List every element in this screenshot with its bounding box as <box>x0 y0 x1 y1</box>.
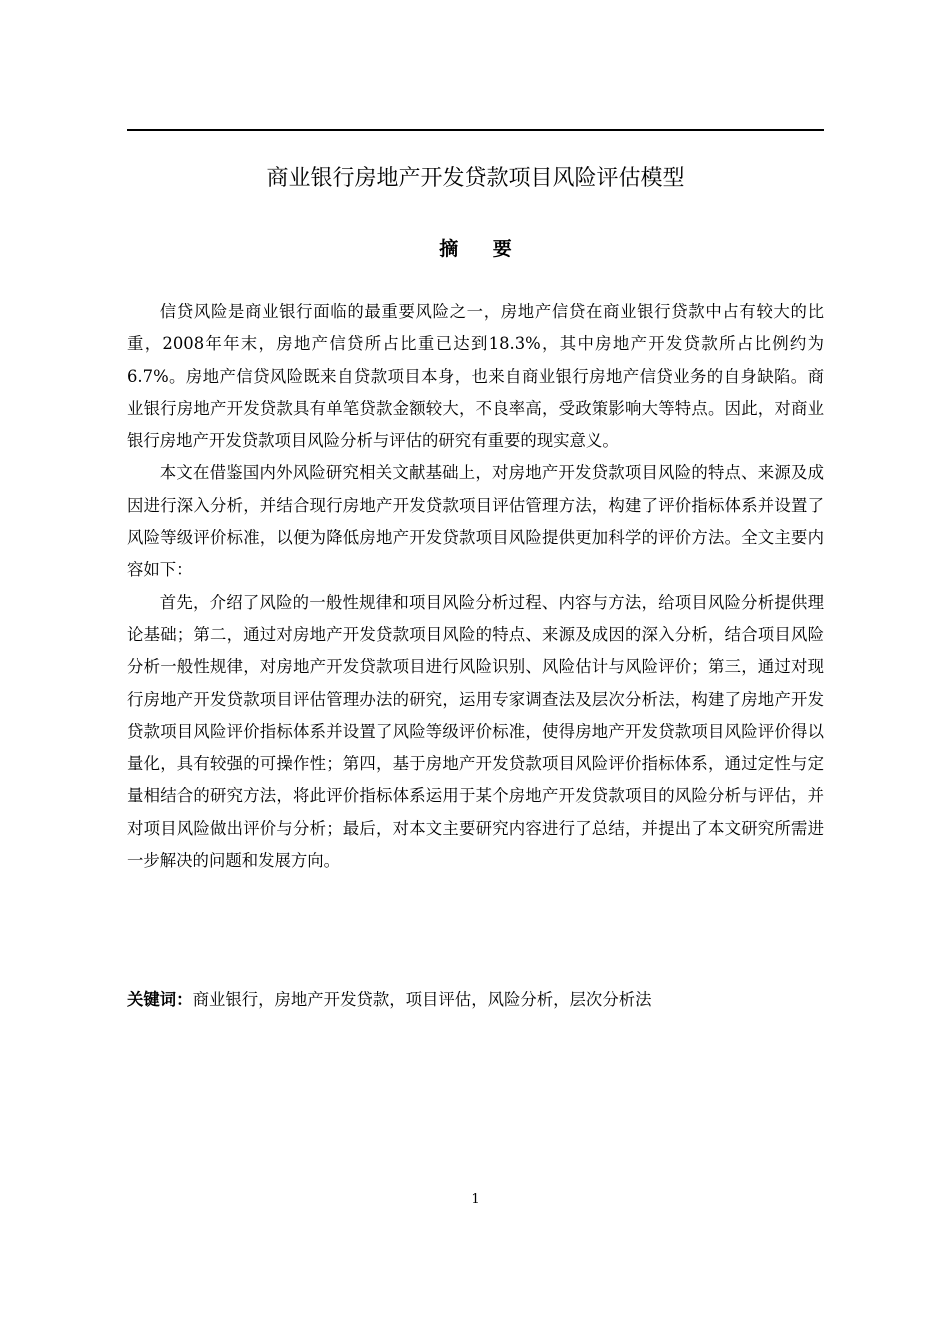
abstract-paragraph: 信贷风险是商业银行面临的最重要风险之一，房地产信贷在商业银行贷款中占有较大的比重，2008年年末，房地产信贷所占比重已达到18.3%，其中房地产开发贷款所占比例约为6.7%。房地产信贷风险既来自贷款项目本身，也来自商业银行房地产信贷业务的自身缺陷。商业银行房地产开发贷款具有单笔贷款金额较大，不良率高，受政策影响大等特点。因此，对商业银行房地产开发贷款项目风险分析与评估的研究有重要的现实意义。 <box>127 302 824 451</box>
abstract-paragraph: 首先，介绍了风险的一般性规律和项目风险分析过程、内容与方法，给项目风险分析提供理论基础；第二，通过对房地产开发贷款项目风险的特点、来源及成因的深入分析，结合项目风险分析一般性规律，对房地产开发贷款项目进行风险识别、风险估计与风险评价；第三，通过对现行房地产开发贷款项目评估管理办法的研究，运用专家调查法及层次分析法，构建了房地产开发贷款项目风险评价指标体系并设置了风险等级评价标准，使得房地产开发贷款项目风险评价得以量化，具有较强的可操作性；第四，基于房地产开发贷款项目风险评价指标体系，通过定性与定量相结合的研究方法，将此评价指标体系运用于某个房地产开发贷款项目的风险分析与评估，并对项目风险做出评价与分析；最后，对本文主要研究内容进行了总结，并提出了本文研究所需进一步解决的问题和发展方向。 <box>127 592 824 871</box>
abstract-body <box>127 296 824 877</box>
abstract-heading: 摘 要 <box>439 238 526 260</box>
paper-title: 商业银行房地产开发贷款项目风险评估模型 <box>266 166 685 191</box>
page-number: 1 <box>471 1192 480 1207</box>
keywords-line <box>127 984 824 1016</box>
keywords-label: 关键词： <box>127 990 193 1009</box>
header-rule <box>127 129 824 131</box>
keywords-list: 商业银行，房地产开发贷款，项目评估，风险分析，层次分析法 <box>192 990 652 1009</box>
abstract-paragraph: 本文在借鉴国内外风险研究相关文献基础上，对房地产开发贷款项目风险的特点、来源及成因进行深入分析，并结合现行房地产开发贷款项目评估管理方法，构建了评价指标体系并设置了风险等级评价标准，以便为降低房地产开发贷款项目风险提供更加科学的评价方法。全文主要内容如下： <box>127 463 824 580</box>
